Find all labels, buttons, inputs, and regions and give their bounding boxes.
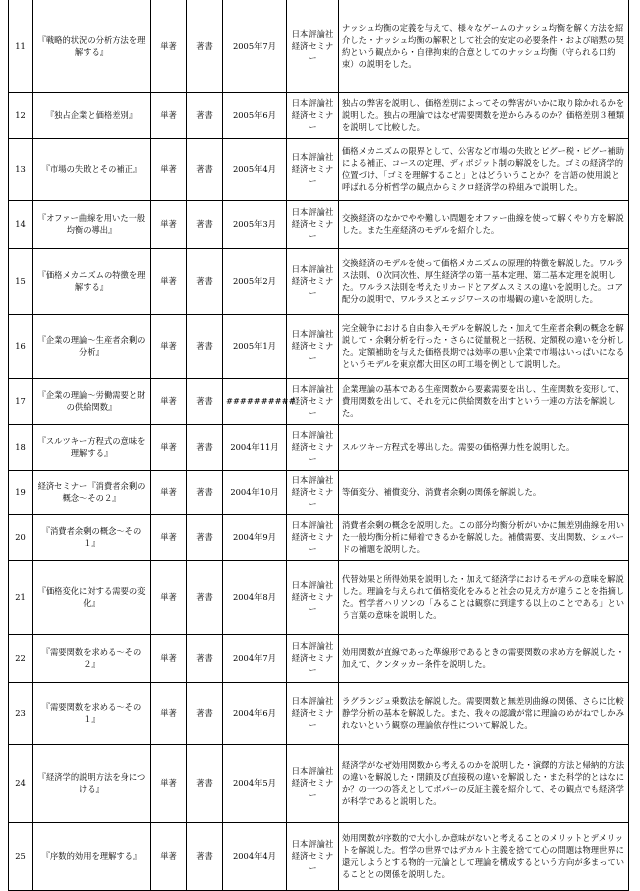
row-category: 著書 [187, 92, 223, 138]
table-row [9, 248, 629, 314]
table-row [9, 470, 629, 514]
row-category: 著書 [187, 634, 223, 682]
row-authorship: 単著 [151, 470, 187, 514]
row-number: 14 [9, 200, 33, 248]
row-publisher: 日本評論社経済セミナー [287, 200, 339, 248]
row-number: 12 [9, 92, 33, 138]
row-authorship: 単著 [151, 248, 187, 314]
row-authorship: 単著 [151, 682, 187, 744]
table-row [9, 822, 629, 890]
row-publisher: 日本評論社経済セミナー [287, 634, 339, 682]
row-date: 2004年6月 [223, 682, 287, 744]
row-title: 『市場の失敗とその補正』 [33, 138, 151, 200]
row-category: 著書 [187, 744, 223, 822]
row-title: 『オファー曲線を用いた一般均衡の導出』 [33, 200, 151, 248]
row-title: 『序数的効用を理解する』 [33, 822, 151, 890]
row-category: 著書 [187, 424, 223, 470]
row-date: 2004年5月 [223, 744, 287, 822]
row-authorship: 単著 [151, 744, 187, 822]
row-number: 22 [9, 634, 33, 682]
row-title: 経済セミナー『消費者余剰の概念～その２』 [33, 470, 151, 514]
row-description: 交換経済のモデルを使って価格メカニズムの原理的特徴を解説した。ワルラス法則、０次同次性、厚生経済学の第一基本定理、第二基本定理を説明した。ワルラス法則を考えたリカードとアダムスミスの違いを説明した。コア配分の説明で、ワルラスとエッジワースの市場観の違いを説明した。 [339, 248, 629, 314]
row-category: 著書 [187, 378, 223, 424]
row-authorship: 単著 [151, 314, 187, 378]
table-row [9, 92, 629, 138]
table-row [9, 138, 629, 200]
row-date: 2004年8月 [223, 560, 287, 634]
row-number: 16 [9, 314, 33, 378]
row-title: 『消費者余剰の概念～その１』 [33, 514, 151, 560]
row-publisher: 日本評論社経済セミナー [287, 0, 339, 92]
row-description: ラグランジュ乗数法を解説した。需要関数と無差別曲線の関係、さらに比較静学分析の基本を解説した。また、我々の認識が常に理論のめがねでしかみれないという観察の理論依存性について解説した。 [339, 682, 629, 744]
row-number: 15 [9, 248, 33, 314]
row-authorship: 単著 [151, 424, 187, 470]
row-date: 2004年11月 [223, 424, 287, 470]
row-description: 独占の弊害を説明し、価格差別によってその弊害がいかに取り除かれるかを説明した。独占の理論ではなぜ需要関数を逆からみるのか？価格差別３種類を説明して比較した。 [339, 92, 629, 138]
row-category: 著書 [187, 200, 223, 248]
row-description: スルツキー方程式を導出した。需要の価格弾力性を説明した。 [339, 424, 629, 470]
row-description: 企業理論の基本である生産関数から要素需要を出し、生産関数を変形して、費用関数を出して、それを元に供給関数を出すという一連の方法を解説した。 [339, 378, 629, 424]
row-publisher: 日本評論社経済セミナー [287, 822, 339, 890]
row-number: 13 [9, 138, 33, 200]
row-description: 効用関数が序数的で大小しか意味がないと考えることのメリットとデメリットを解説した。哲学の世界ではデカルト主義を捨てて心の問題は物理世界に還元しようとする物的一元論として理論を構成するという方向が多まっていることとの関係を説明した。 [339, 822, 629, 890]
row-authorship: 単著 [151, 200, 187, 248]
table-row [9, 744, 629, 822]
row-category: 著書 [187, 560, 223, 634]
row-publisher: 日本評論社経済セミナー [287, 424, 339, 470]
table-row [9, 200, 629, 248]
row-description: 完全競争における自由参入モデルを解説した・加えて生産者余剰の概念を解説して・余剰分析を行った・さらに従量税と一括税、定額税の違いを分析した。定額補助を与えた価格長期では効率の悪い企業で市場はいっぱいになるというモデルを東京都大田区の町工場を例として説明した。 [339, 314, 629, 378]
row-category: 著書 [187, 470, 223, 514]
row-category: 著書 [187, 0, 223, 92]
row-description: 消費者余剰の概念を説明した。この部分均衡分析がいかに無差別曲線を用いた一般均衡分析に帰着できるかを解説した。補償需要、支出関数、シェパードの補題を説明した。 [339, 514, 629, 560]
row-publisher: 日本評論社経済セミナー [287, 682, 339, 744]
row-date: 2004年9月 [223, 514, 287, 560]
row-authorship: 単著 [151, 0, 187, 92]
row-title: 『スルツキー方程式の意味を理解する』 [33, 424, 151, 470]
row-title: 『企業の理論～生産者余剰の分析』 [33, 314, 151, 378]
row-number: 21 [9, 560, 33, 634]
row-authorship: 単著 [151, 92, 187, 138]
row-date: 2005年2月 [223, 248, 287, 314]
row-number: 17 [9, 378, 33, 424]
row-description: 効用関数が直線であった準線形であるときの需要関数の求め方を解説した・加えて、クンタッカー条件を説明した。 [339, 634, 629, 682]
row-authorship: 単著 [151, 378, 187, 424]
row-category: 著書 [187, 314, 223, 378]
row-category: 著書 [187, 138, 223, 200]
row-publisher: 日本評論社経済セミナー [287, 378, 339, 424]
row-authorship: 単著 [151, 822, 187, 890]
row-authorship: 単著 [151, 634, 187, 682]
row-category: 著書 [187, 682, 223, 744]
row-authorship: 単著 [151, 138, 187, 200]
row-title: 『戦略的状況の分析方法を理解する』 [33, 0, 151, 92]
table-row [9, 560, 629, 634]
row-date: 2005年7月 [223, 0, 287, 92]
table-row [9, 424, 629, 470]
table-row [9, 314, 629, 378]
row-number: 18 [9, 424, 33, 470]
row-title: 『独占企業と価格差別』 [33, 92, 151, 138]
row-date: 2004年4月 [223, 822, 287, 890]
row-date: 2005年6月 [223, 92, 287, 138]
row-title: 『価格メカニズムの特徴を理解する』 [33, 248, 151, 314]
row-publisher: 日本評論社経済セミナー [287, 560, 339, 634]
row-description: 価格メカニズムの限界として、公害など市場の失敗とピグー税・ピグー補助による補正、コースの定理、ディポジット制の解説をした。ゴミの経済学的位置づけ、「ゴミを理解すること」とはどういうことか？を言語の使用説と呼ばれる分析哲学の観点からミクロ経済学の枠組みで説明した。 [339, 138, 629, 200]
row-description: ナッシュ均衡の定義を与えて、様々なゲームのナッシュ均衡を解く方法を紹介した・ナッシュ均衡の解釈として社会的安定の必要条件・および暗黙の契約という観点から・自律拘束的合意としてのナッシュ均衡（守られる口約束）の説明をした。 [339, 0, 629, 92]
row-description: 代替効果と所得効果を説明した・加えて経済学におけるモデルの意味を解説した。理論を与えられて価格変化をみると社会の見え方が違うことを指摘した。哲学者ハリソンの「みることは観察に到達する以上のことである」という言葉の意味を説明した。 [339, 560, 629, 634]
row-title: 『需要関数を求める～その１』 [33, 682, 151, 744]
row-description: 交換経済のなかでやや難しい問題をオファー曲線を使って解くやり方を解説した。また生産経済のモデルを紹介した。 [339, 200, 629, 248]
row-title: 『需要関数を求める～その２』 [33, 634, 151, 682]
row-number: 24 [9, 744, 33, 822]
row-description: 等価変分、補償変分、消費者余剰の関係を解説した。 [339, 470, 629, 514]
row-title: 『経済学的説明方法を身につける』 [33, 744, 151, 822]
table-row [9, 378, 629, 424]
row-number: 11 [9, 0, 33, 92]
row-publisher: 日本評論社経済セミナー [287, 514, 339, 560]
row-number: 25 [9, 822, 33, 890]
row-category: 著書 [187, 822, 223, 890]
row-publisher: 日本評論社経済セミナー [287, 314, 339, 378]
row-number: 20 [9, 514, 33, 560]
row-authorship: 単著 [151, 560, 187, 634]
table-row [9, 0, 629, 92]
row-title: 『企業の理論～労働需要と財の供給関数』 [33, 378, 151, 424]
table-row [9, 514, 629, 560]
table-row [9, 682, 629, 744]
row-date: 2005年4月 [223, 138, 287, 200]
row-publisher: 日本評論社経済セミナー [287, 92, 339, 138]
row-date: ########## [223, 378, 287, 424]
row-date: 2005年1月 [223, 314, 287, 378]
row-date: 2004年7月 [223, 634, 287, 682]
row-publisher: 日本評論社経済セミナー [287, 744, 339, 822]
row-number: 19 [9, 470, 33, 514]
row-publisher: 日本評論社経済セミナー [287, 138, 339, 200]
row-category: 著書 [187, 248, 223, 314]
row-authorship: 単著 [151, 514, 187, 560]
row-date: 2005年3月 [223, 200, 287, 248]
table-row [9, 634, 629, 682]
row-category: 著書 [187, 514, 223, 560]
publications-table [8, 0, 629, 891]
row-date: 2004年10月 [223, 470, 287, 514]
row-publisher: 日本評論社経済セミナー [287, 470, 339, 514]
row-number: 23 [9, 682, 33, 744]
row-publisher: 日本評論社経済セミナー [287, 248, 339, 314]
row-title: 『価格変化に対する需要の変化』 [33, 560, 151, 634]
row-description: 経済学がなぜ効用関数から考えるのかを説明した・演繹的方法と帰納的方法の違いを解説した・閉鎖及び直接税の違いを解説した・また科学的とはなにか？の一つの答えとしてポパーの反証主義を紹介して、その観点でも経済学が科学であると説明した。 [339, 744, 629, 822]
